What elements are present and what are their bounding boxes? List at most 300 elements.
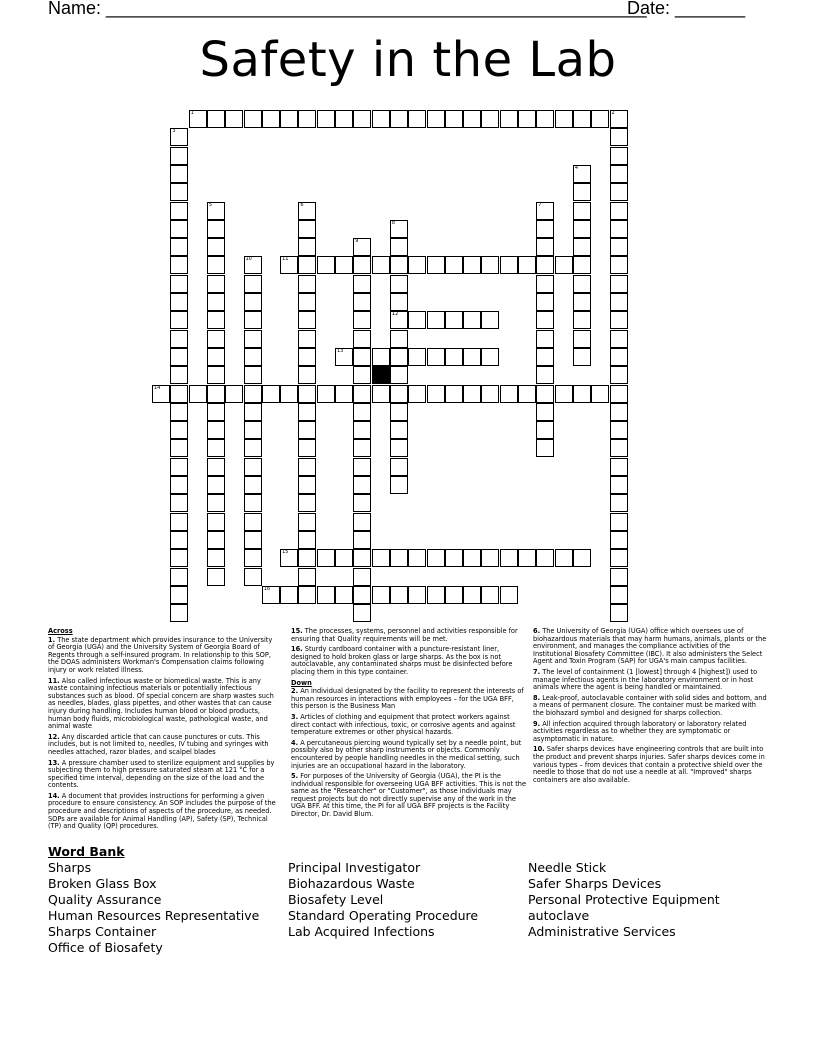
grid-cell[interactable]: [298, 531, 316, 549]
grid-cell[interactable]: [445, 256, 463, 274]
grid-cell[interactable]: [353, 293, 371, 311]
grid-cell[interactable]: [536, 403, 554, 421]
grid-cell[interactable]: [536, 202, 554, 220]
grid-cell[interactable]: [427, 348, 445, 366]
grid-cell[interactable]: [573, 256, 591, 274]
grid-cell[interactable]: [445, 110, 463, 128]
grid-cell[interactable]: [573, 183, 591, 201]
grid-cell[interactable]: [189, 110, 207, 128]
grid-cell[interactable]: [207, 549, 225, 567]
grid-cell[interactable]: [244, 494, 262, 512]
grid-cell[interactable]: [244, 330, 262, 348]
grid-cell[interactable]: [170, 458, 188, 476]
grid-cell[interactable]: [335, 385, 353, 403]
grid-cell[interactable]: [591, 385, 609, 403]
grid-cell[interactable]: [170, 366, 188, 384]
grid-cell[interactable]: [536, 348, 554, 366]
grid-cell[interactable]: [610, 165, 628, 183]
word-bank-item: Personal Protective Equipment: [528, 892, 720, 907]
grid-cell[interactable]: [244, 311, 262, 329]
grid-cell[interactable]: [298, 586, 316, 604]
grid-cell[interactable]: [610, 421, 628, 439]
grid-cell[interactable]: [573, 220, 591, 238]
grid-cell[interactable]: [298, 348, 316, 366]
grid-cell[interactable]: [427, 256, 445, 274]
grid-cell[interactable]: [390, 476, 408, 494]
grid-cell[interactable]: [481, 549, 499, 567]
grid-cell[interactable]: [408, 348, 426, 366]
grid-cell[interactable]: [573, 293, 591, 311]
grid-cell[interactable]: [170, 147, 188, 165]
grid-cell[interactable]: [372, 549, 390, 567]
grid-cell[interactable]: [262, 586, 280, 604]
grid-cell[interactable]: [170, 513, 188, 531]
grid-cell[interactable]: [390, 403, 408, 421]
grid-cell[interactable]: [536, 220, 554, 238]
grid-cell[interactable]: [573, 385, 591, 403]
word-bank-item: Lab Acquired Infections: [288, 924, 435, 939]
grid-cell[interactable]: [481, 110, 499, 128]
grid-cell[interactable]: [298, 238, 316, 256]
word-bank-item: Quality Assurance: [48, 892, 162, 907]
grid-cell[interactable]: [500, 385, 518, 403]
grid-cell[interactable]: [170, 421, 188, 439]
grid-cell[interactable]: [500, 110, 518, 128]
grid-cell[interactable]: [170, 128, 188, 146]
grid-cell[interactable]: [207, 202, 225, 220]
grid-cell[interactable]: [170, 348, 188, 366]
grid-cell[interactable]: [170, 476, 188, 494]
grid-cell[interactable]: [408, 256, 426, 274]
grid-cell[interactable]: [610, 586, 628, 604]
grid-cell[interactable]: [244, 403, 262, 421]
grid-cell[interactable]: [262, 110, 280, 128]
grid-cell[interactable]: [390, 311, 408, 329]
grid-cell[interactable]: [244, 110, 262, 128]
clue-text: The University of Georgia (UGA) office which oversees use of biohazardous materials that may harm humans, animals, plants or the environment, and manages the compliance activities of the Institutional Biosafety Committee (IBC). It also administers the Select Agent and Toxin Program (SAP) for UGA's main campus facilities.: [533, 627, 767, 666]
grid-cell[interactable]: [353, 494, 371, 512]
grid-cell[interactable]: [372, 385, 390, 403]
grid-cell[interactable]: [591, 110, 609, 128]
clue: [48, 678, 280, 731]
grid-cell[interactable]: [244, 421, 262, 439]
grid-cell[interactable]: [463, 549, 481, 567]
word-bank-item: Principal Investigator: [288, 860, 421, 875]
grid-cell[interactable]: [244, 513, 262, 531]
grid-cell[interactable]: [353, 348, 371, 366]
grid-cell[interactable]: [390, 330, 408, 348]
grid-cell[interactable]: [536, 311, 554, 329]
grid-cell[interactable]: [353, 531, 371, 549]
grid-cell[interactable]: [335, 348, 353, 366]
grid-cell[interactable]: [427, 311, 445, 329]
grid-cell[interactable]: [298, 311, 316, 329]
grid-cell[interactable]: [262, 385, 280, 403]
grid-cell[interactable]: [244, 348, 262, 366]
grid-cell[interactable]: [317, 586, 335, 604]
grid-cell[interactable]: [170, 531, 188, 549]
grid-cell[interactable]: [298, 385, 316, 403]
grid-cell[interactable]: [170, 165, 188, 183]
grid-cell[interactable]: [390, 256, 408, 274]
grid-cell[interactable]: [610, 366, 628, 384]
grid-cell[interactable]: [317, 256, 335, 274]
grid-cell[interactable]: [353, 513, 371, 531]
grid-cell[interactable]: [298, 549, 316, 567]
grid-cell[interactable]: [408, 311, 426, 329]
grid-cell[interactable]: [353, 568, 371, 586]
clue-number: 6.: [533, 627, 541, 635]
grid-cell[interactable]: [536, 238, 554, 256]
grid-cell[interactable]: [207, 348, 225, 366]
grid-cell[interactable]: [353, 238, 371, 256]
grid-cell[interactable]: [298, 458, 316, 476]
grid-cell[interactable]: [427, 110, 445, 128]
grid-cell[interactable]: [207, 311, 225, 329]
grid-cell[interactable]: [518, 385, 536, 403]
grid-cell[interactable]: [244, 568, 262, 586]
grid-cell[interactable]: [207, 330, 225, 348]
grid-cell[interactable]: [610, 110, 628, 128]
grid-cell[interactable]: [298, 202, 316, 220]
grid-cell[interactable]: [207, 275, 225, 293]
grid-cell[interactable]: [536, 256, 554, 274]
grid-cell[interactable]: [170, 202, 188, 220]
grid-cell[interactable]: [573, 275, 591, 293]
grid-cell[interactable]: [555, 385, 573, 403]
cell-number: 15: [282, 549, 289, 556]
grid-cell[interactable]: [207, 293, 225, 311]
grid-cell[interactable]: [463, 110, 481, 128]
grid-cell[interactable]: [610, 549, 628, 567]
grid-cell[interactable]: [353, 476, 371, 494]
grid-cell[interactable]: [170, 439, 188, 457]
grid-cell[interactable]: [353, 256, 371, 274]
grid-cell[interactable]: [335, 110, 353, 128]
grid-cell[interactable]: [170, 238, 188, 256]
grid-cell[interactable]: [317, 549, 335, 567]
grid-cell[interactable]: [536, 421, 554, 439]
grid-cell[interactable]: [335, 549, 353, 567]
grid-cell[interactable]: [298, 513, 316, 531]
clue-number: 16.: [291, 645, 303, 654]
grid-cell[interactable]: [610, 439, 628, 457]
grid-cell[interactable]: [244, 531, 262, 549]
clue-text: Safer sharps devices have engineering controls that are built into the product and prevent sharps injuries. Safer sharps devices come in various types – from devices that contain a protective shield over the needle to those that do not use a needle at all. "Improved" sharps containers are also available.: [533, 745, 765, 784]
clue: [533, 628, 768, 666]
grid-cell[interactable]: [170, 311, 188, 329]
grid-cell[interactable]: [390, 238, 408, 256]
grid-cell[interactable]: [298, 330, 316, 348]
grid-cell[interactable]: [610, 458, 628, 476]
grid-cell[interactable]: [518, 549, 536, 567]
grid-cell[interactable]: [298, 110, 316, 128]
grid-cell[interactable]: [280, 110, 298, 128]
grid-cell[interactable]: [610, 513, 628, 531]
grid-cell[interactable]: [408, 586, 426, 604]
grid-cell[interactable]: [244, 458, 262, 476]
clue-text: The state department which provides insurance to the University of Georgia (UGA) and the University System of Georgia Board of Regents through a self-insured program. In relationship to this SOP, the DOAS administers Workman's Compensation claims following injury or work related illness.: [48, 635, 273, 674]
grid-cell[interactable]: [170, 586, 188, 604]
grid-cell[interactable]: [372, 256, 390, 274]
grid-cell[interactable]: [353, 403, 371, 421]
grid-cell[interactable]: [390, 385, 408, 403]
grid-cell[interactable]: [518, 110, 536, 128]
cell-number: 1: [190, 110, 194, 116]
grid-cell[interactable]: [536, 110, 554, 128]
grid-cell[interactable]: [518, 256, 536, 274]
word-bank-item: Sharps: [48, 860, 92, 875]
grid-cell[interactable]: [335, 256, 353, 274]
clue-text: A document that provides instructions for performing a given procedure to ensure consistency. An SOP includes the purpose of the procedure and descriptions of aspects of the procedure, as needed. SOPs are available for Animal Handling (AP), Safety (SP), Technical (TP) and Quality (QP) procedures.: [48, 791, 276, 831]
grid-cell[interactable]: [170, 568, 188, 586]
grid-cell[interactable]: [244, 275, 262, 293]
grid-cell[interactable]: [610, 494, 628, 512]
clue: [48, 793, 280, 831]
grid-cell[interactable]: [536, 293, 554, 311]
grid-cell[interactable]: [445, 549, 463, 567]
grid-cell[interactable]: [610, 476, 628, 494]
grid-cell[interactable]: [610, 348, 628, 366]
grid-cell[interactable]: [225, 385, 243, 403]
grid-cell[interactable]: [170, 403, 188, 421]
grid-cell[interactable]: [372, 586, 390, 604]
grid-cell[interactable]: [390, 275, 408, 293]
grid-cell[interactable]: [610, 311, 628, 329]
grid-cell[interactable]: [408, 385, 426, 403]
grid-cell[interactable]: [317, 385, 335, 403]
grid-cell[interactable]: [445, 586, 463, 604]
grid-cell[interactable]: [280, 549, 298, 567]
grid-cell[interactable]: [610, 604, 628, 622]
word-bank-item: Safer Sharps Devices: [528, 876, 662, 891]
grid-cell[interactable]: [207, 220, 225, 238]
grid-cell[interactable]: [536, 439, 554, 457]
grid-cell[interactable]: [555, 549, 573, 567]
clue-number: 7.: [533, 667, 541, 676]
grid-cell[interactable]: [170, 330, 188, 348]
grid-cell[interactable]: [610, 220, 628, 238]
grid-cell[interactable]: [353, 110, 371, 128]
grid-cell[interactable]: [298, 293, 316, 311]
grid-cell[interactable]: [500, 549, 518, 567]
grid-cell[interactable]: [555, 110, 573, 128]
grid-cell[interactable]: [390, 110, 408, 128]
grid-cell[interactable]: [244, 256, 262, 274]
grid-cell[interactable]: [170, 494, 188, 512]
grid-cell[interactable]: [207, 458, 225, 476]
grid-cell[interactable]: [573, 165, 591, 183]
grid-cell[interactable]: [372, 110, 390, 128]
grid-cell[interactable]: [280, 586, 298, 604]
grid-cell[interactable]: [353, 604, 371, 622]
clue-number: 8.: [533, 693, 541, 702]
grid-cell[interactable]: [536, 330, 554, 348]
grid-cell[interactable]: [610, 403, 628, 421]
grid-cell[interactable]: [463, 586, 481, 604]
clue-text: An individual designated by the facility to represent the interests of human resources in interactions with employees – for the UGA BFF, this person is the Business Man: [291, 687, 524, 711]
grid-cell[interactable]: [390, 348, 408, 366]
grid-cell[interactable]: [555, 256, 573, 274]
name-field-label: Name: ______________________________________________________: [48, 0, 647, 18]
grid-cell[interactable]: [170, 275, 188, 293]
grid-cell[interactable]: [353, 330, 371, 348]
grid-cell[interactable]: [372, 348, 390, 366]
grid-cell[interactable]: [280, 385, 298, 403]
clue-number: 12.: [48, 732, 60, 741]
grid-cell[interactable]: [170, 183, 188, 201]
grid-cell[interactable]: [463, 311, 481, 329]
grid-cell[interactable]: [536, 366, 554, 384]
grid-cell[interactable]: [353, 385, 371, 403]
grid-cell[interactable]: [481, 586, 499, 604]
grid-cell[interactable]: [207, 513, 225, 531]
grid-cell[interactable]: [317, 110, 335, 128]
grid-cell[interactable]: [463, 348, 481, 366]
grid-cell[interactable]: [481, 311, 499, 329]
grid-cell[interactable]: [353, 549, 371, 567]
grid-cell[interactable]: [189, 385, 207, 403]
grid-cell[interactable]: [445, 385, 463, 403]
grid-cell[interactable]: [481, 385, 499, 403]
word-bank-column-1: [48, 860, 259, 956]
grid-cell[interactable]: [536, 549, 554, 567]
grid-cell[interactable]: [463, 256, 481, 274]
grid-cell[interactable]: [298, 476, 316, 494]
grid-cell[interactable]: [170, 385, 188, 403]
grid-cell[interactable]: [445, 348, 463, 366]
grid-cell[interactable]: [244, 439, 262, 457]
grid-cell[interactable]: [298, 403, 316, 421]
grid-cell[interactable]: [610, 256, 628, 274]
grid-cell[interactable]: [207, 385, 225, 403]
grid-cell[interactable]: [573, 202, 591, 220]
grid-cell[interactable]: [207, 568, 225, 586]
grid-cell[interactable]: [610, 275, 628, 293]
grid-cell[interactable]: [170, 220, 188, 238]
grid-cell[interactable]: [481, 348, 499, 366]
grid-cell[interactable]: [170, 256, 188, 274]
grid-cell[interactable]: [335, 586, 353, 604]
clue-text: A pressure chamber used to sterilize equipment and supplies by subjecting them to high pressure saturated steam at 121 °C for a specified time interval, depending on the size of the load and the contents.: [48, 758, 275, 790]
grid-cell[interactable]: [536, 385, 554, 403]
shaded-cell: [372, 366, 390, 384]
clue: [533, 721, 768, 744]
grid-cell[interactable]: [353, 586, 371, 604]
grid-cell[interactable]: [244, 549, 262, 567]
grid-cell[interactable]: [244, 366, 262, 384]
grid-cell[interactable]: [390, 421, 408, 439]
grid-cell[interactable]: [390, 439, 408, 457]
grid-cell[interactable]: [298, 439, 316, 457]
cell-number: 4: [574, 164, 579, 171]
cell-number: 5: [208, 201, 213, 208]
grid-cell[interactable]: [427, 385, 445, 403]
grid-cell[interactable]: [298, 568, 316, 586]
grid-cell[interactable]: [244, 476, 262, 494]
grid-cell[interactable]: [610, 183, 628, 201]
grid-cell[interactable]: [408, 110, 426, 128]
grid-cell[interactable]: [500, 256, 518, 274]
grid-cell[interactable]: [610, 330, 628, 348]
grid-cell[interactable]: [207, 366, 225, 384]
across-heading: Across: [48, 627, 73, 635]
grid-cell[interactable]: [610, 128, 628, 146]
grid-cell[interactable]: [170, 293, 188, 311]
grid-cell[interactable]: [353, 311, 371, 329]
grid-cell[interactable]: [353, 458, 371, 476]
grid-cell[interactable]: [390, 586, 408, 604]
grid-cell[interactable]: [244, 385, 262, 403]
grid-cell[interactable]: [610, 568, 628, 586]
grid-cell[interactable]: [298, 421, 316, 439]
grid-cell[interactable]: [207, 531, 225, 549]
grid-cell[interactable]: [610, 238, 628, 256]
grid-cell[interactable]: [207, 439, 225, 457]
grid-cell[interactable]: [244, 293, 262, 311]
grid-cell[interactable]: [353, 439, 371, 457]
grid-cell[interactable]: [207, 403, 225, 421]
clue-number: 10.: [533, 745, 545, 754]
grid-cell[interactable]: [390, 458, 408, 476]
grid-cell[interactable]: [573, 549, 591, 567]
grid-cell[interactable]: [500, 586, 518, 604]
grid-cell[interactable]: [152, 385, 170, 403]
grid-cell[interactable]: [536, 275, 554, 293]
grid-cell[interactable]: [610, 202, 628, 220]
grid-cell[interactable]: [481, 256, 499, 274]
grid-cell[interactable]: [445, 311, 463, 329]
grid-cell[interactable]: [610, 293, 628, 311]
grid-cell[interactable]: [207, 494, 225, 512]
grid-cell[interactable]: [298, 256, 316, 274]
grid-cell[interactable]: [353, 275, 371, 293]
grid-cell[interactable]: [390, 366, 408, 384]
grid-cell[interactable]: [298, 494, 316, 512]
grid-cell[interactable]: [463, 385, 481, 403]
grid-cell[interactable]: [207, 476, 225, 494]
grid-cell[interactable]: [207, 256, 225, 274]
grid-cell[interactable]: [427, 586, 445, 604]
grid-cell[interactable]: [225, 110, 243, 128]
grid-cell[interactable]: [280, 256, 298, 274]
grid-cell[interactable]: [298, 220, 316, 238]
grid-cell[interactable]: [610, 531, 628, 549]
grid-cell[interactable]: [427, 549, 445, 567]
grid-cell[interactable]: [170, 604, 188, 622]
grid-cell[interactable]: [573, 238, 591, 256]
grid-cell[interactable]: [573, 110, 591, 128]
grid-cell[interactable]: [573, 348, 591, 366]
grid-cell[interactable]: [610, 147, 628, 165]
grid-cell[interactable]: [610, 385, 628, 403]
grid-cell[interactable]: [573, 330, 591, 348]
grid-cell[interactable]: [170, 549, 188, 567]
grid-cell[interactable]: [408, 549, 426, 567]
grid-cell[interactable]: [207, 421, 225, 439]
grid-cell[interactable]: [207, 110, 225, 128]
grid-cell[interactable]: [390, 220, 408, 238]
grid-cell[interactable]: [353, 366, 371, 384]
grid-cell[interactable]: [207, 238, 225, 256]
grid-cell[interactable]: [353, 421, 371, 439]
grid-cell[interactable]: [390, 549, 408, 567]
grid-cell[interactable]: [390, 293, 408, 311]
grid-cell[interactable]: [573, 311, 591, 329]
grid-cell[interactable]: [298, 366, 316, 384]
clue: [291, 646, 526, 676]
grid-cell[interactable]: [298, 275, 316, 293]
